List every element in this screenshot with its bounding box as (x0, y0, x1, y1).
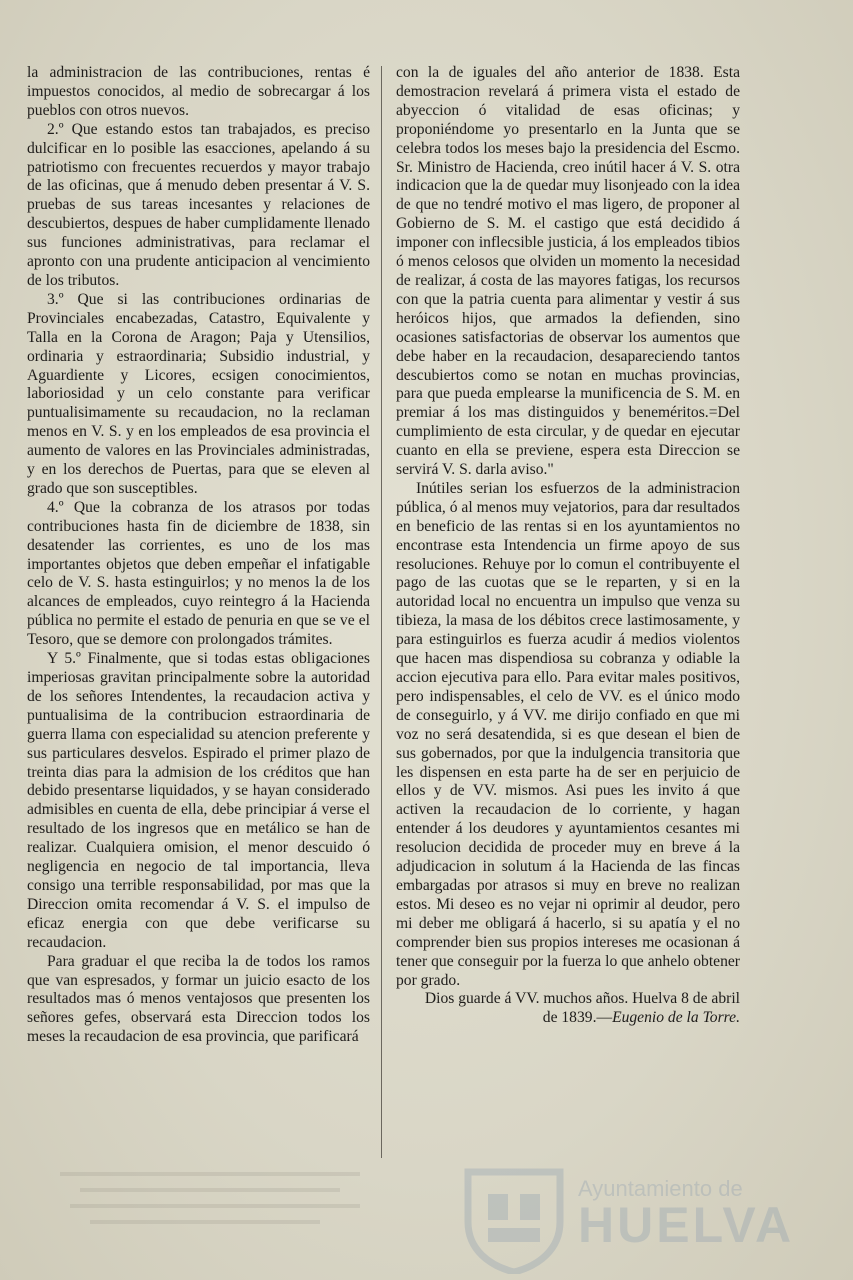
watermark-line-2: HUELVA (578, 1197, 795, 1253)
left-paragraph-2: 2.º Que estando estos tan trabajados, es preciso dulcificar en lo posible las esacciones, apelando á su patriotismo con frecuentes recuerdos y mayor trabajo de las oficinas, que á menudo deben presentar á V. S. pruebas de sus tareas incesantes y relaciones de descubiertos, despues de haber cumplidamente llenado sus funciones administrativas, para reclamar el apronto con una prudente anticipacion al vencimiento de los tributos. (27, 120, 370, 289)
closing-line (396, 990, 740, 1028)
coat-of-arms-icon (458, 1164, 570, 1274)
signature: Eugenio de la Torre. (612, 1009, 740, 1027)
right-paragraph-2: Inútiles serian los esfuerzos de la administracion pública, ó al menos muy vejatorios, para dar resultados en beneficio de las rentas si en los ayuntamientos no encontrase esta Intendencia un firme apoyo de sus resoluciones. Rehuye por lo comun el contribuyente el pago de las cuotas que se le reparten, y si en la autoridad local no encuentra un impulso que venza su tibieza, la masa de los débitos crece lastimosamente, y para estinguirlos es fuerza acudir á medios violentos que hacen mas dispendiosa su cobranza y odiable la accion ejecutiva para ello. Para evitar males positivos, pero indispensables, el celo de VV. es el único modo de conseguirlo, y á VV. me dirijo confiado en que mi voz no será desatendida, si es que desean el bien de sus gobernados, por que la indulgencia transitoria que les dispensen en esta parte ha de ser en perjuicio de ellos y de VV. mismos. Asi pues les invito á que activen la recaudacion de lo corriente, y hagan entender á los deudores y ayuntamientos cesantes mi resolucion decidida de proceder muy en breve á la adjudicacion in solutum á la Hacienda de las fincas embargadas por atrasos si muy en breve no realizan estos. Mi deseo es no vejar ni oprimir al deudor, pero mi deber me obligará á hacerlo, si su apatía y el no comprender bien sus propios intereses me ocasionan á tener que conseguir por la fuerza lo que anhelo obtener por grado. (396, 479, 740, 989)
left-paragraph-5: Y 5.º Finalmente, que si todas estas obligaciones imperiosas gravitan principalmente sobre la autoridad de los señores Intendentes, la recaudacion activa y puntualisima de la contribucion estraordinaria de guerra llama con especialidad su atencion preferente y sus particulares desvelos. Espirado el primer plazo de treinta dias para la admision de los créditos que han debido presentarse liquidados, y se hayan considerado admisibles en cuenta de ella, debe principiar á verse el resultado de los ingresos que en metálico se han de realizar. Cualquiera omision, el menor descuido ó negligencia en negocio de tal importancia, lleva consigo una terrible responsabilidad, por mas que la Direccion omita recomendar á V. S. el impulso de eficaz energia con que debe verificarse su recaudacion. (27, 650, 370, 951)
left-paragraph-1: la administracion de las contribuciones, rentas é impuestos conocidos, al medio de sobrecargar á los pueblos con otros nuevos. (27, 64, 370, 119)
watermark-line-1: Ayuntamiento de (578, 1176, 743, 1201)
closing-text: Dios guarde á VV. muchos años. Huelva 8 de abril de 1839.— (424, 990, 740, 1027)
right-paragraph-1: con la de iguales del año anterior de 1838. Esta demostracion revelará á primera vista el estado de abyeccion ó vitalidad de esas oficinas; y proponiéndome yo presentarlo en la Junta que se celebra todos los meses bajo la presidencia del Escmo. Sr. Ministro de Hacienda, creo inútil hacer á V. S. otra indicacion que la de quedar muy lisonjeado con la idea de que no tendré motivo el mas ligero, de proponer al Gobierno de S. M. el castigo que está decidido á imponer con inflecsible justicia, á los empleados tibios ó menos celosos que olviden un momento la necesidad de realizar, á costa de las mayores fatigas, los recursos con que la patria cuenta para alimentar y vestir á sus heróicos hijos, que armados la defienden, sino ocasiones satisfactorias de observar los aumentos que debe haber en la recaudacion, desapareciendo tantos descubiertos como se notan en muchas provincias, para que pueda emplearse la munificencia de S. M. en premiar á los mas distinguidos y beneméritos.=Del cumplimiento de esta circular, y de quedar en ejecutar cuanto en ella se previene, espera esta Direccion se servirá V. S. darla aviso." (396, 64, 740, 479)
archive-watermark (440, 1150, 795, 1275)
left-paragraph-3: 3.º Que si las contribuciones ordinarias de Provinciales encabezadas, Catastro, Equivalente y Talla en la Corona de Aragon; Paja y Utensilios, ordinaria y estraordinaria; Subsidio industrial, y Aguardiente y Licores, ecsigen conocimientos, laboriosidad y un celo constante para verificar puntualisimamente su recaudacion, no la reclaman menos en V. S. y en los empleados de esa provincia el aumento de valores en las Provinciales administradas, y en los derechos de Puertas, para que se eleven al grado que son susceptibles. (27, 290, 370, 497)
bleed-through-marks (60, 1166, 390, 1246)
left-paragraph-4: 4.º Que la cobranza de los atrasos por todas contribuciones hasta fin de diciembre de 1838, sin desatender las corrientes, es uno de los mas importantes objetos que deben empeñar el infatigable celo de V. S. hasta estinguirlos; y no menos la de los alcances de empleados, cuyo reintegro á la Hacienda pública no permite el estado de penuria en que se ve el Tesoro, que se demore con prolongados trámites. (27, 498, 370, 649)
left-paragraph-6: Para graduar el que reciba la de todos los ramos que van espresados, y formar un juicio esacto de los resultados mas ó menos ventajosos que presenten los señores gefes, observará esta Direccion todos los meses la recaudacion de esa provincia, que parificará (27, 952, 370, 1046)
column-divider (381, 66, 382, 1158)
left-column (27, 64, 370, 1047)
right-column (396, 64, 740, 1028)
